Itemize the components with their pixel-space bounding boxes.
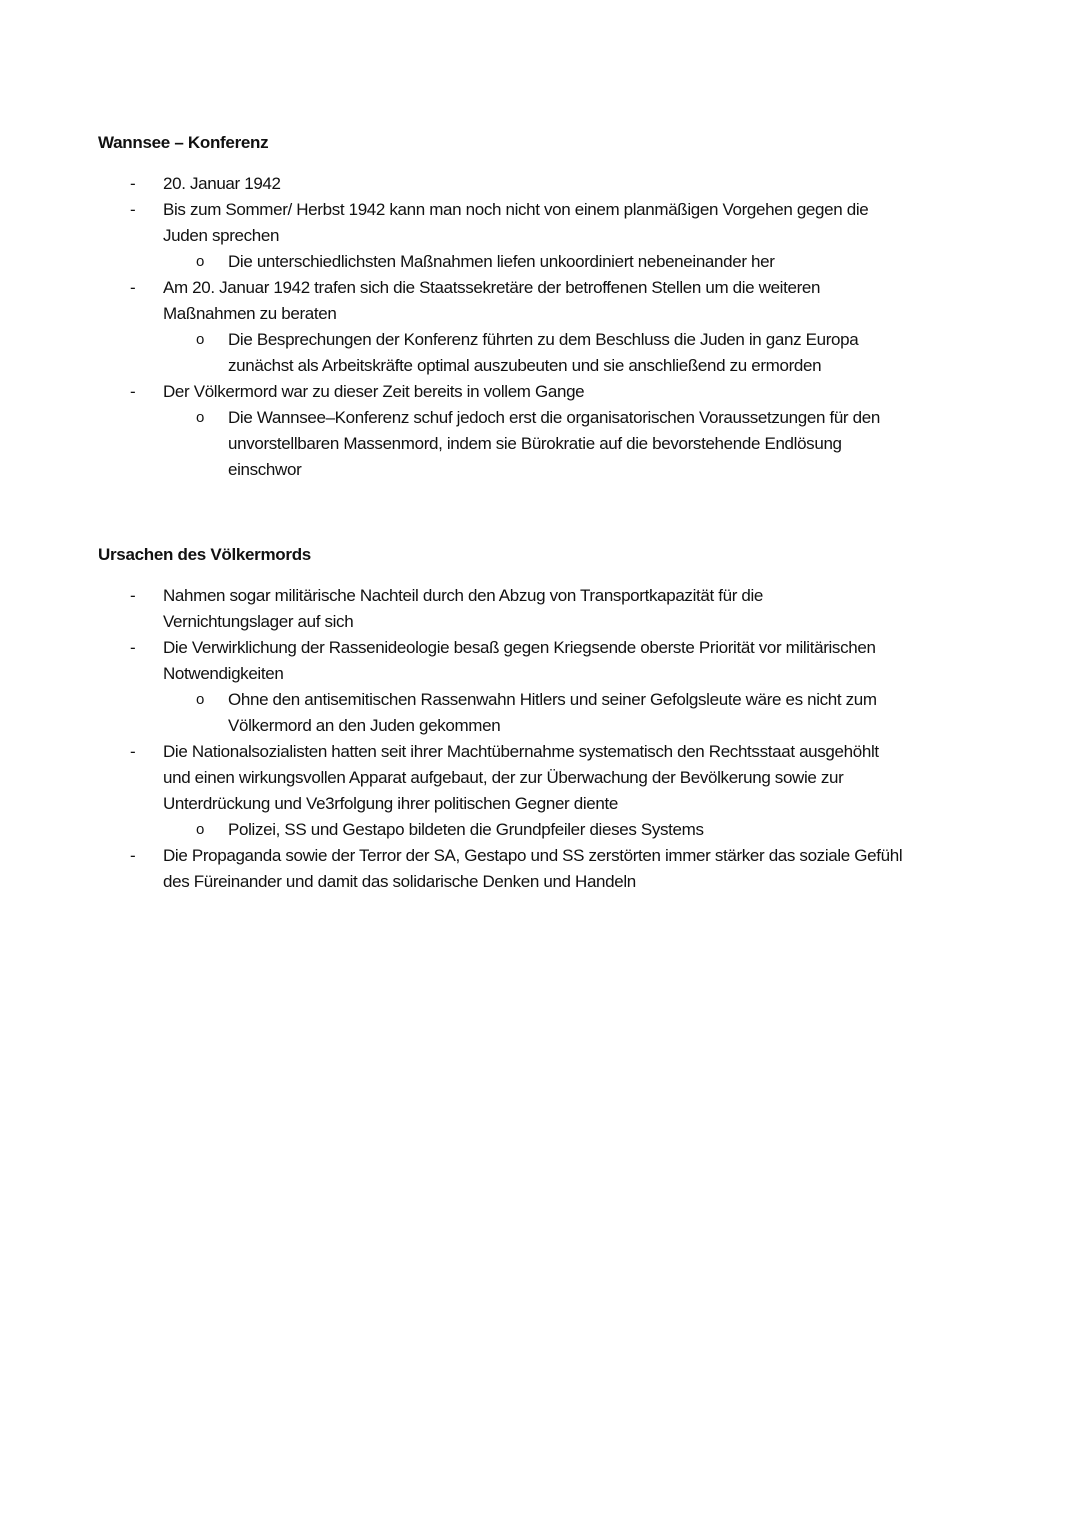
list-item-text: Die Wannsee–Konferenz schuf jedoch erst die organisatorischen Voraussetzungen für den xyxy=(228,408,880,427)
list-item xyxy=(98,379,998,405)
list-item xyxy=(98,739,998,817)
dash-bullet-icon: - xyxy=(130,174,136,193)
list-item-text: zunächst als Arbeitskräfte optimal auszubeuten und sie anschließend zu ermorden xyxy=(228,356,822,375)
list-item-text: einschwor xyxy=(228,460,302,479)
section-heading: Wannsee – Konferenz xyxy=(98,133,269,152)
list-item-text: und einen wirkungsvollen Apparat aufgebaut, der zur Überwachung der Bevölkerung sowie zur xyxy=(163,768,844,787)
dash-bullet-icon: - xyxy=(130,586,136,605)
circle-bullet-icon: o xyxy=(196,331,205,348)
list-item-text: Notwendigkeiten xyxy=(163,664,284,683)
list-item-text: Ohne den antisemitischen Rassenwahn Hitlers und seiner Gefolgsleute wäre es nicht zum xyxy=(228,690,877,709)
sub-list-item xyxy=(98,249,998,275)
list-item-text: Völkermord an den Juden gekommen xyxy=(228,716,501,735)
circle-bullet-icon: o xyxy=(196,821,205,838)
list-item-text: Am 20. Januar 1942 trafen sich die Staatssekretäre der betroffenen Stellen um die weiteren xyxy=(163,278,821,297)
dash-bullet-icon: - xyxy=(130,382,136,401)
list-item-text: Die unterschiedlichsten Maßnahmen liefen unkoordiniert nebeneinander her xyxy=(228,252,775,271)
list-item-text: Die Propaganda sowie der Terror der SA, Gestapo und SS zerstörten immer stärker das soziale Gefühl xyxy=(163,846,903,865)
bullet-list xyxy=(98,583,998,895)
list-item-text: Bis zum Sommer/ Herbst 1942 kann man noch nicht von einem planmäßigen Vorgehen gegen die xyxy=(163,200,869,219)
dash-bullet-icon: - xyxy=(130,742,136,761)
list-item-text: des Füreinander und damit das solidarische Denken und Handeln xyxy=(163,872,636,891)
section-heading: Ursachen des Völkermords xyxy=(98,545,311,564)
list-item xyxy=(98,171,998,197)
list-item-text: unvorstellbaren Massenmord, indem sie Bürokratie auf die bevorstehende Endlösung xyxy=(228,434,842,453)
circle-bullet-icon: o xyxy=(196,253,205,270)
list-item-text: 20. Januar 1942 xyxy=(163,174,281,193)
list-item xyxy=(98,843,998,895)
list-item-text: Die Nationalsozialisten hatten seit ihrer Machtübernahme systematisch den Rechtsstaat ausgehöhlt xyxy=(163,742,879,761)
list-item xyxy=(98,583,998,635)
circle-bullet-icon: o xyxy=(196,691,205,708)
list-item-text: Polizei, SS und Gestapo bildeten die Grundpfeiler dieses Systems xyxy=(228,820,704,839)
sub-list-item xyxy=(98,327,998,379)
circle-bullet-icon: o xyxy=(196,409,205,426)
list-item-text: Nahmen sogar militärische Nachteil durch den Abzug von Transportkapazität für die xyxy=(163,586,764,605)
list-item-text: Die Besprechungen der Konferenz führten zu dem Beschluss die Juden in ganz Europa xyxy=(228,330,859,349)
sub-list-item xyxy=(98,817,998,843)
list-item-text: Maßnahmen zu beraten xyxy=(163,304,337,323)
dash-bullet-icon: - xyxy=(130,278,136,297)
list-item xyxy=(98,635,998,687)
section-ursachen-voelkermord xyxy=(98,542,998,895)
dash-bullet-icon: - xyxy=(130,638,136,657)
list-item xyxy=(98,275,998,327)
list-item-text: Der Völkermord war zu dieser Zeit bereits in vollem Gange xyxy=(163,382,585,401)
list-item-text: Unterdrückung und Ve3rfolgung ihrer politischen Gegner diente xyxy=(163,794,618,813)
bullet-list xyxy=(98,171,998,483)
list-item-text: Juden sprechen xyxy=(163,226,280,245)
section-wannsee-konferenz xyxy=(98,130,998,483)
dash-bullet-icon: - xyxy=(130,200,136,219)
sub-list-item xyxy=(98,687,998,739)
sub-list-item xyxy=(98,405,998,483)
list-item-text: Vernichtungslager auf sich xyxy=(163,612,354,631)
list-item-text: Die Verwirklichung der Rassenideologie besaß gegen Kriegsende oberste Priorität vor militärischen xyxy=(163,638,876,657)
dash-bullet-icon: - xyxy=(130,846,136,865)
list-item xyxy=(98,197,998,249)
